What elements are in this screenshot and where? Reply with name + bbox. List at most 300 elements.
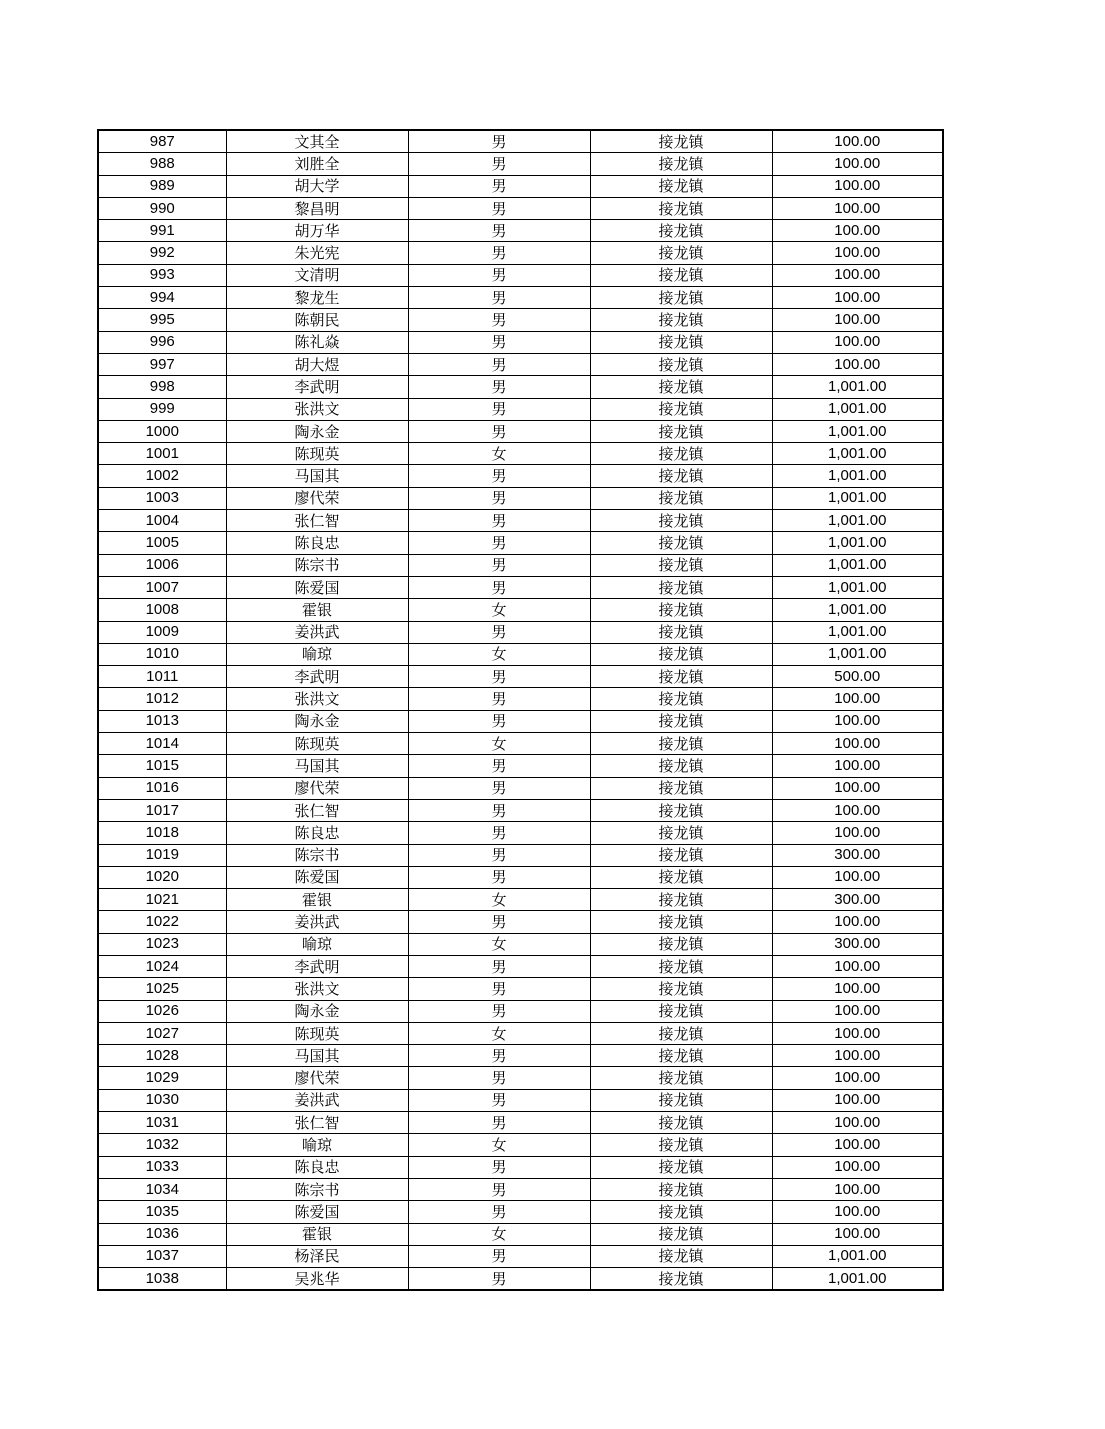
town-cell: 接龙镇 bbox=[590, 710, 772, 732]
town-cell: 接龙镇 bbox=[590, 1067, 772, 1089]
gender-cell: 男 bbox=[408, 510, 590, 532]
amount-cell: 1,001.00 bbox=[772, 643, 943, 665]
town-cell: 接龙镇 bbox=[590, 1134, 772, 1156]
town-cell: 接龙镇 bbox=[590, 1022, 772, 1044]
name-cell: 黎昌明 bbox=[226, 197, 408, 219]
amount-cell: 100.00 bbox=[772, 242, 943, 264]
serial-number-cell: 1012 bbox=[98, 688, 226, 710]
gender-cell: 男 bbox=[408, 242, 590, 264]
town-cell: 接龙镇 bbox=[590, 376, 772, 398]
name-cell: 朱光宪 bbox=[226, 242, 408, 264]
town-cell: 接龙镇 bbox=[590, 955, 772, 977]
table-row bbox=[98, 1067, 943, 1089]
gender-cell: 男 bbox=[408, 1178, 590, 1200]
table-row bbox=[98, 666, 943, 688]
name-cell: 胡大煜 bbox=[226, 353, 408, 375]
serial-number-cell: 1004 bbox=[98, 510, 226, 532]
gender-cell: 男 bbox=[408, 487, 590, 509]
town-cell: 接龙镇 bbox=[590, 1268, 772, 1291]
town-cell: 接龙镇 bbox=[590, 130, 772, 153]
table-row bbox=[98, 242, 943, 264]
table-row bbox=[98, 175, 943, 197]
serial-number-cell: 1015 bbox=[98, 755, 226, 777]
name-cell: 陈良忠 bbox=[226, 822, 408, 844]
gender-cell: 男 bbox=[408, 220, 590, 242]
amount-cell: 100.00 bbox=[772, 733, 943, 755]
amount-cell: 1,001.00 bbox=[772, 554, 943, 576]
amount-cell: 1,001.00 bbox=[772, 1245, 943, 1267]
serial-number-cell: 1001 bbox=[98, 443, 226, 465]
name-cell: 张洪文 bbox=[226, 978, 408, 1000]
gender-cell: 男 bbox=[408, 465, 590, 487]
amount-cell: 100.00 bbox=[772, 264, 943, 286]
table-row bbox=[98, 398, 943, 420]
town-cell: 接龙镇 bbox=[590, 398, 772, 420]
name-cell: 陶永金 bbox=[226, 420, 408, 442]
town-cell: 接龙镇 bbox=[590, 978, 772, 1000]
town-cell: 接龙镇 bbox=[590, 844, 772, 866]
gender-cell: 男 bbox=[408, 1045, 590, 1067]
amount-cell: 1,001.00 bbox=[772, 1268, 943, 1291]
name-cell: 胡大学 bbox=[226, 175, 408, 197]
serial-number-cell: 1013 bbox=[98, 710, 226, 732]
town-cell: 接龙镇 bbox=[590, 465, 772, 487]
table-row bbox=[98, 532, 943, 554]
serial-number-cell: 1007 bbox=[98, 576, 226, 598]
name-cell: 李武明 bbox=[226, 376, 408, 398]
table-row bbox=[98, 866, 943, 888]
table-row bbox=[98, 331, 943, 353]
gender-cell: 男 bbox=[408, 621, 590, 643]
gender-cell: 男 bbox=[408, 309, 590, 331]
serial-number-cell: 992 bbox=[98, 242, 226, 264]
town-cell: 接龙镇 bbox=[590, 197, 772, 219]
table-row bbox=[98, 755, 943, 777]
name-cell: 陈礼焱 bbox=[226, 331, 408, 353]
town-cell: 接龙镇 bbox=[590, 242, 772, 264]
gender-cell: 男 bbox=[408, 688, 590, 710]
gender-cell: 女 bbox=[408, 1022, 590, 1044]
table-row bbox=[98, 978, 943, 1000]
table-row bbox=[98, 1089, 943, 1111]
town-cell: 接龙镇 bbox=[590, 1223, 772, 1245]
gender-cell: 男 bbox=[408, 1112, 590, 1134]
gender-cell: 男 bbox=[408, 1201, 590, 1223]
amount-cell: 100.00 bbox=[772, 955, 943, 977]
name-cell: 张洪文 bbox=[226, 398, 408, 420]
gender-cell: 女 bbox=[408, 889, 590, 911]
town-cell: 接龙镇 bbox=[590, 866, 772, 888]
table-row bbox=[98, 1201, 943, 1223]
serial-number-cell: 1031 bbox=[98, 1112, 226, 1134]
table-row bbox=[98, 911, 943, 933]
town-cell: 接龙镇 bbox=[590, 287, 772, 309]
serial-number-cell: 993 bbox=[98, 264, 226, 286]
amount-cell: 1,001.00 bbox=[772, 420, 943, 442]
table-row bbox=[98, 799, 943, 821]
name-cell: 陈现英 bbox=[226, 1022, 408, 1044]
gender-cell: 男 bbox=[408, 353, 590, 375]
gender-cell: 男 bbox=[408, 866, 590, 888]
town-cell: 接龙镇 bbox=[590, 799, 772, 821]
data-table bbox=[97, 129, 944, 1291]
town-cell: 接龙镇 bbox=[590, 621, 772, 643]
table-row bbox=[98, 1268, 943, 1291]
amount-cell: 100.00 bbox=[772, 1045, 943, 1067]
amount-cell: 100.00 bbox=[772, 799, 943, 821]
table-row bbox=[98, 353, 943, 375]
amount-cell: 100.00 bbox=[772, 353, 943, 375]
serial-number-cell: 1030 bbox=[98, 1089, 226, 1111]
amount-cell: 100.00 bbox=[772, 175, 943, 197]
table-row bbox=[98, 197, 943, 219]
serial-number-cell: 1038 bbox=[98, 1268, 226, 1291]
serial-number-cell: 1019 bbox=[98, 844, 226, 866]
serial-number-cell: 1026 bbox=[98, 1000, 226, 1022]
serial-number-cell: 1033 bbox=[98, 1156, 226, 1178]
name-cell: 廖代荣 bbox=[226, 1067, 408, 1089]
table-row bbox=[98, 1245, 943, 1267]
name-cell: 马国其 bbox=[226, 465, 408, 487]
name-cell: 姜洪武 bbox=[226, 621, 408, 643]
name-cell: 霍银 bbox=[226, 599, 408, 621]
table-row bbox=[98, 599, 943, 621]
name-cell: 胡万华 bbox=[226, 220, 408, 242]
serial-number-cell: 1036 bbox=[98, 1223, 226, 1245]
gender-cell: 男 bbox=[408, 331, 590, 353]
gender-cell: 女 bbox=[408, 1223, 590, 1245]
name-cell: 廖代荣 bbox=[226, 777, 408, 799]
table-row bbox=[98, 955, 943, 977]
amount-cell: 1,001.00 bbox=[772, 621, 943, 643]
serial-number-cell: 1014 bbox=[98, 733, 226, 755]
name-cell: 喻琼 bbox=[226, 643, 408, 665]
amount-cell: 100.00 bbox=[772, 1156, 943, 1178]
amount-cell: 100.00 bbox=[772, 153, 943, 175]
serial-number-cell: 1032 bbox=[98, 1134, 226, 1156]
table-row bbox=[98, 889, 943, 911]
name-cell: 黎龙生 bbox=[226, 287, 408, 309]
table-row bbox=[98, 376, 943, 398]
name-cell: 陈朝民 bbox=[226, 309, 408, 331]
serial-number-cell: 1009 bbox=[98, 621, 226, 643]
table-row bbox=[98, 220, 943, 242]
town-cell: 接龙镇 bbox=[590, 443, 772, 465]
table-row bbox=[98, 733, 943, 755]
town-cell: 接龙镇 bbox=[590, 599, 772, 621]
gender-cell: 男 bbox=[408, 911, 590, 933]
amount-cell: 1,001.00 bbox=[772, 398, 943, 420]
table-row bbox=[98, 309, 943, 331]
gender-cell: 男 bbox=[408, 376, 590, 398]
name-cell: 张仁智 bbox=[226, 1112, 408, 1134]
table-row bbox=[98, 844, 943, 866]
gender-cell: 男 bbox=[408, 420, 590, 442]
gender-cell: 男 bbox=[408, 264, 590, 286]
gender-cell: 男 bbox=[408, 1067, 590, 1089]
table-row bbox=[98, 822, 943, 844]
table-row bbox=[98, 465, 943, 487]
town-cell: 接龙镇 bbox=[590, 420, 772, 442]
gender-cell: 男 bbox=[408, 799, 590, 821]
serial-number-cell: 1027 bbox=[98, 1022, 226, 1044]
gender-cell: 男 bbox=[408, 398, 590, 420]
table-row bbox=[98, 1045, 943, 1067]
town-cell: 接龙镇 bbox=[590, 331, 772, 353]
table-row bbox=[98, 287, 943, 309]
name-cell: 吴兆华 bbox=[226, 1268, 408, 1291]
name-cell: 马国其 bbox=[226, 755, 408, 777]
town-cell: 接龙镇 bbox=[590, 1156, 772, 1178]
table-row bbox=[98, 264, 943, 286]
serial-number-cell: 1034 bbox=[98, 1178, 226, 1200]
town-cell: 接龙镇 bbox=[590, 889, 772, 911]
serial-number-cell: 1037 bbox=[98, 1245, 226, 1267]
gender-cell: 男 bbox=[408, 1245, 590, 1267]
amount-cell: 500.00 bbox=[772, 666, 943, 688]
name-cell: 陈爱国 bbox=[226, 576, 408, 598]
serial-number-cell: 1010 bbox=[98, 643, 226, 665]
table-row bbox=[98, 1112, 943, 1134]
town-cell: 接龙镇 bbox=[590, 822, 772, 844]
gender-cell: 女 bbox=[408, 1134, 590, 1156]
town-cell: 接龙镇 bbox=[590, 911, 772, 933]
amount-cell: 100.00 bbox=[772, 710, 943, 732]
table-row bbox=[98, 1022, 943, 1044]
gender-cell: 男 bbox=[408, 130, 590, 153]
amount-cell: 1,001.00 bbox=[772, 443, 943, 465]
town-cell: 接龙镇 bbox=[590, 688, 772, 710]
gender-cell: 男 bbox=[408, 197, 590, 219]
name-cell: 姜洪武 bbox=[226, 911, 408, 933]
gender-cell: 男 bbox=[408, 1268, 590, 1291]
serial-number-cell: 1003 bbox=[98, 487, 226, 509]
town-cell: 接龙镇 bbox=[590, 510, 772, 532]
amount-cell: 100.00 bbox=[772, 1000, 943, 1022]
name-cell: 文其全 bbox=[226, 130, 408, 153]
table-row bbox=[98, 576, 943, 598]
name-cell: 陈爱国 bbox=[226, 866, 408, 888]
table-row bbox=[98, 643, 943, 665]
gender-cell: 女 bbox=[408, 599, 590, 621]
amount-cell: 1,001.00 bbox=[772, 510, 943, 532]
name-cell: 陈现英 bbox=[226, 443, 408, 465]
serial-number-cell: 1024 bbox=[98, 955, 226, 977]
town-cell: 接龙镇 bbox=[590, 487, 772, 509]
name-cell: 陈现英 bbox=[226, 733, 408, 755]
town-cell: 接龙镇 bbox=[590, 1045, 772, 1067]
amount-cell: 1,001.00 bbox=[772, 376, 943, 398]
serial-number-cell: 1021 bbox=[98, 889, 226, 911]
name-cell: 陈宗书 bbox=[226, 554, 408, 576]
serial-number-cell: 1020 bbox=[98, 866, 226, 888]
gender-cell: 男 bbox=[408, 576, 590, 598]
gender-cell: 男 bbox=[408, 532, 590, 554]
amount-cell: 100.00 bbox=[772, 287, 943, 309]
serial-number-cell: 990 bbox=[98, 197, 226, 219]
town-cell: 接龙镇 bbox=[590, 353, 772, 375]
amount-cell: 1,001.00 bbox=[772, 576, 943, 598]
name-cell: 张仁智 bbox=[226, 799, 408, 821]
name-cell: 陈宗书 bbox=[226, 844, 408, 866]
town-cell: 接龙镇 bbox=[590, 532, 772, 554]
town-cell: 接龙镇 bbox=[590, 1178, 772, 1200]
serial-number-cell: 1002 bbox=[98, 465, 226, 487]
town-cell: 接龙镇 bbox=[590, 1089, 772, 1111]
table-row bbox=[98, 1223, 943, 1245]
name-cell: 张仁智 bbox=[226, 510, 408, 532]
town-cell: 接龙镇 bbox=[590, 175, 772, 197]
serial-number-cell: 988 bbox=[98, 153, 226, 175]
gender-cell: 男 bbox=[408, 1000, 590, 1022]
table-row bbox=[98, 1178, 943, 1200]
name-cell: 马国其 bbox=[226, 1045, 408, 1067]
amount-cell: 1,001.00 bbox=[772, 487, 943, 509]
serial-number-cell: 1006 bbox=[98, 554, 226, 576]
serial-number-cell: 1016 bbox=[98, 777, 226, 799]
amount-cell: 100.00 bbox=[772, 1201, 943, 1223]
serial-number-cell: 989 bbox=[98, 175, 226, 197]
serial-number-cell: 1005 bbox=[98, 532, 226, 554]
serial-number-cell: 1023 bbox=[98, 933, 226, 955]
name-cell: 廖代荣 bbox=[226, 487, 408, 509]
amount-cell: 1,001.00 bbox=[772, 599, 943, 621]
amount-cell: 100.00 bbox=[772, 130, 943, 153]
serial-number-cell: 996 bbox=[98, 331, 226, 353]
gender-cell: 男 bbox=[408, 175, 590, 197]
name-cell: 杨泽民 bbox=[226, 1245, 408, 1267]
gender-cell: 男 bbox=[408, 777, 590, 799]
amount-cell: 100.00 bbox=[772, 220, 943, 242]
gender-cell: 男 bbox=[408, 844, 590, 866]
town-cell: 接龙镇 bbox=[590, 1000, 772, 1022]
serial-number-cell: 997 bbox=[98, 353, 226, 375]
town-cell: 接龙镇 bbox=[590, 755, 772, 777]
table-row bbox=[98, 1000, 943, 1022]
amount-cell: 300.00 bbox=[772, 933, 943, 955]
name-cell: 陶永金 bbox=[226, 710, 408, 732]
serial-number-cell: 1011 bbox=[98, 666, 226, 688]
name-cell: 陈良忠 bbox=[226, 532, 408, 554]
serial-number-cell: 995 bbox=[98, 309, 226, 331]
gender-cell: 男 bbox=[408, 955, 590, 977]
serial-number-cell: 994 bbox=[98, 287, 226, 309]
serial-number-cell: 998 bbox=[98, 376, 226, 398]
town-cell: 接龙镇 bbox=[590, 554, 772, 576]
name-cell: 陈宗书 bbox=[226, 1178, 408, 1200]
table-row bbox=[98, 621, 943, 643]
name-cell: 喻琼 bbox=[226, 1134, 408, 1156]
name-cell: 喻琼 bbox=[226, 933, 408, 955]
table-row bbox=[98, 777, 943, 799]
town-cell: 接龙镇 bbox=[590, 153, 772, 175]
table-row bbox=[98, 933, 943, 955]
gender-cell: 女 bbox=[408, 733, 590, 755]
amount-cell: 1,001.00 bbox=[772, 532, 943, 554]
gender-cell: 男 bbox=[408, 755, 590, 777]
amount-cell: 100.00 bbox=[772, 688, 943, 710]
town-cell: 接龙镇 bbox=[590, 1201, 772, 1223]
amount-cell: 100.00 bbox=[772, 197, 943, 219]
town-cell: 接龙镇 bbox=[590, 777, 772, 799]
gender-cell: 男 bbox=[408, 287, 590, 309]
gender-cell: 男 bbox=[408, 1156, 590, 1178]
town-cell: 接龙镇 bbox=[590, 1245, 772, 1267]
table-row bbox=[98, 443, 943, 465]
amount-cell: 300.00 bbox=[772, 889, 943, 911]
amount-cell: 100.00 bbox=[772, 911, 943, 933]
name-cell: 文清明 bbox=[226, 264, 408, 286]
name-cell: 姜洪武 bbox=[226, 1089, 408, 1111]
serial-number-cell: 999 bbox=[98, 398, 226, 420]
amount-cell: 300.00 bbox=[772, 844, 943, 866]
gender-cell: 女 bbox=[408, 443, 590, 465]
gender-cell: 男 bbox=[408, 1089, 590, 1111]
town-cell: 接龙镇 bbox=[590, 666, 772, 688]
gender-cell: 女 bbox=[408, 933, 590, 955]
town-cell: 接龙镇 bbox=[590, 309, 772, 331]
gender-cell: 男 bbox=[408, 978, 590, 1000]
amount-cell: 100.00 bbox=[772, 309, 943, 331]
town-cell: 接龙镇 bbox=[590, 264, 772, 286]
gender-cell: 男 bbox=[408, 666, 590, 688]
table-row bbox=[98, 1156, 943, 1178]
amount-cell: 100.00 bbox=[772, 1067, 943, 1089]
town-cell: 接龙镇 bbox=[590, 576, 772, 598]
serial-number-cell: 991 bbox=[98, 220, 226, 242]
gender-cell: 女 bbox=[408, 643, 590, 665]
name-cell: 刘胜全 bbox=[226, 153, 408, 175]
serial-number-cell: 1018 bbox=[98, 822, 226, 844]
table-row bbox=[98, 688, 943, 710]
town-cell: 接龙镇 bbox=[590, 733, 772, 755]
name-cell: 张洪文 bbox=[226, 688, 408, 710]
serial-number-cell: 987 bbox=[98, 130, 226, 153]
name-cell: 陈爱国 bbox=[226, 1201, 408, 1223]
table-row bbox=[98, 153, 943, 175]
name-cell: 李武明 bbox=[226, 955, 408, 977]
serial-number-cell: 1025 bbox=[98, 978, 226, 1000]
amount-cell: 100.00 bbox=[772, 777, 943, 799]
serial-number-cell: 1022 bbox=[98, 911, 226, 933]
serial-number-cell: 1008 bbox=[98, 599, 226, 621]
amount-cell: 100.00 bbox=[772, 1089, 943, 1111]
amount-cell: 100.00 bbox=[772, 755, 943, 777]
name-cell: 霍银 bbox=[226, 889, 408, 911]
gender-cell: 男 bbox=[408, 710, 590, 732]
table-row bbox=[98, 554, 943, 576]
serial-number-cell: 1035 bbox=[98, 1201, 226, 1223]
name-cell: 陈良忠 bbox=[226, 1156, 408, 1178]
amount-cell: 100.00 bbox=[772, 1178, 943, 1200]
name-cell: 霍银 bbox=[226, 1223, 408, 1245]
amount-cell: 1,001.00 bbox=[772, 465, 943, 487]
amount-cell: 100.00 bbox=[772, 1022, 943, 1044]
name-cell: 李武明 bbox=[226, 666, 408, 688]
serial-number-cell: 1017 bbox=[98, 799, 226, 821]
amount-cell: 100.00 bbox=[772, 822, 943, 844]
gender-cell: 男 bbox=[408, 554, 590, 576]
serial-number-cell: 1028 bbox=[98, 1045, 226, 1067]
gender-cell: 男 bbox=[408, 822, 590, 844]
town-cell: 接龙镇 bbox=[590, 220, 772, 242]
table-body bbox=[98, 130, 943, 1290]
serial-number-cell: 1000 bbox=[98, 420, 226, 442]
gender-cell: 男 bbox=[408, 153, 590, 175]
amount-cell: 100.00 bbox=[772, 1134, 943, 1156]
table-row bbox=[98, 420, 943, 442]
amount-cell: 100.00 bbox=[772, 866, 943, 888]
